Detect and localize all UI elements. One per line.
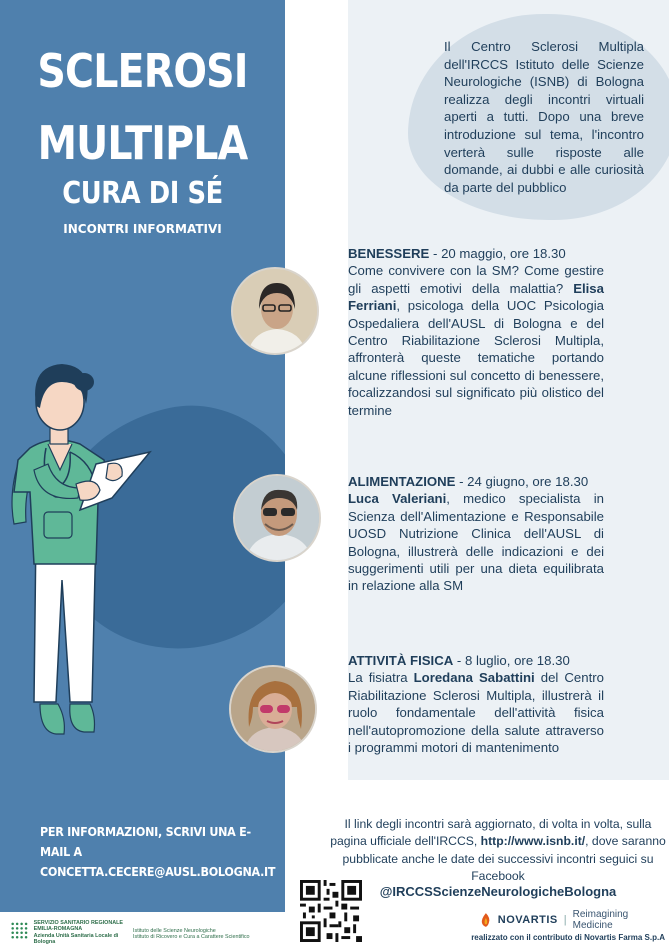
title-line-2: MULTIPLA — [37, 116, 248, 170]
event-alimentazione — [348, 473, 604, 595]
person-portrait-icon — [233, 269, 319, 355]
region-line-1: SERVIZIO SANITARIO REGIONALE — [33, 920, 124, 926]
sponsor-note: realizzato con il contributo di Novartis Farma S.p.A — [471, 933, 665, 942]
region-line-2: EMILIA-ROMAGNA — [33, 926, 83, 933]
person-portrait-icon — [231, 667, 317, 753]
avatar-loredana-sabattini — [229, 665, 317, 753]
event-date: - 24 giugno, ore 18.30 — [455, 474, 589, 489]
avatar-elisa-ferriani — [231, 267, 319, 355]
title-line-1: SCLEROSI — [37, 44, 248, 98]
event-speaker: Luca Valeriani — [348, 491, 447, 507]
footer-text-2: , dove saranno pubblicate anche le date dei successivi incontri seguici su Facebook — [342, 834, 666, 884]
event-speaker: Elisa Ferriani — [348, 280, 604, 314]
event-date: - 8 luglio, ore 18.30 — [453, 653, 570, 668]
website-link[interactable]: http://www.isnb.it/ — [480, 834, 586, 849]
event-topic: ATTIVITÀ FISICA — [348, 653, 454, 668]
contact-info — [40, 822, 276, 882]
nurse-illustration-icon — [0, 352, 170, 742]
contact-email[interactable]: CONCETTA.CECERE@AUSL.BOLOGNA.IT — [40, 864, 276, 879]
event-question: Come convivere con la SM? Come gestire gli aspetti emotivi della malattia? — [348, 263, 604, 296]
footer-info — [330, 816, 666, 886]
event-topic: BENESSERE — [348, 246, 430, 261]
regional-health-logo — [10, 920, 130, 948]
event-attivita-fisica — [348, 652, 604, 756]
flame-icon — [480, 913, 492, 927]
region-line-3: Azienda Unità Sanitaria Locale di Bologna — [33, 932, 119, 946]
isnb-line-1: Istituto delle Scienze Neurologiche — [133, 928, 216, 934]
event-date: - 20 maggio, ore 18.30 — [429, 246, 566, 261]
title-line-3: CURA DI SÉ — [62, 176, 223, 211]
intro-text: Il Centro Sclerosi Multipla dell'IRCCS Istituto delle Scienze Neurologiche (ISNB) di Bologna realizza degli incontri virtuali aperti a tutti. Dopo una breve introduzione sul tema, l'incontro verterà sulle risposte alle domande, ai dubbi e alle curiosità da parte del pubblico — [444, 39, 644, 195]
event-description: , psicologa della UOC Psicologia Ospedaliera dell'AUSL di Bologna e del Centro Riabilitazione Sclerosi Multipla, affronterà queste tematiche portando alcune riflessioni sul concetto di benessere, focalizzandosi sul significato più olistico del termine — [348, 298, 604, 418]
event-description: del Centro Riabilitazione Sclerosi Multipla, illustrerà il ruolo fondamentale dell'attività fisica nell'autopromozione della salute attraverso i programmi motori di mantenimento — [348, 670, 604, 756]
isnb-logo — [133, 928, 250, 941]
event-description: , medico specialista in Scienza dell'Alimentazione e Responsabile UOSD Nutrizione Clinica dell'AUSL di Bologna, illustrerà delle indicazioni e dei suggerimenti utili per una dieta equilibrata in relazione alla SM — [348, 491, 604, 594]
sponsor-separator: | — [563, 914, 567, 926]
person-portrait-icon — [235, 476, 321, 562]
qr-code-icon[interactable] — [300, 880, 362, 942]
dotted-logo-icon — [10, 920, 30, 942]
sponsor-tagline: Reimagining Medicine — [572, 909, 629, 931]
event-benessere — [348, 245, 604, 419]
avatar-luca-valeriani — [233, 474, 321, 562]
subtitle: INCONTRI INFORMATIVI — [63, 222, 222, 236]
event-topic: ALIMENTAZIONE — [348, 474, 456, 489]
contact-label: PER INFORMAZIONI, SCRIVI UNA E-MAIL A — [40, 824, 251, 859]
footer-text-1: Il link degli incontri sarà aggiornato, di volta in volta, sulla pagina ufficiale dell'IRCCS, — [330, 817, 652, 849]
novartis-logo — [480, 909, 669, 931]
event-prefix: La fisiatra — [348, 670, 414, 686]
sponsor-name: NOVARTIS — [497, 914, 558, 926]
facebook-handle[interactable]: @IRCCSScienzeNeurologicheBologna — [379, 884, 617, 899]
isnb-line-2: Istituto di Ricovero e Cura a Carattere Scientifico — [133, 934, 250, 941]
event-speaker: Loredana Sabattini — [413, 670, 535, 686]
